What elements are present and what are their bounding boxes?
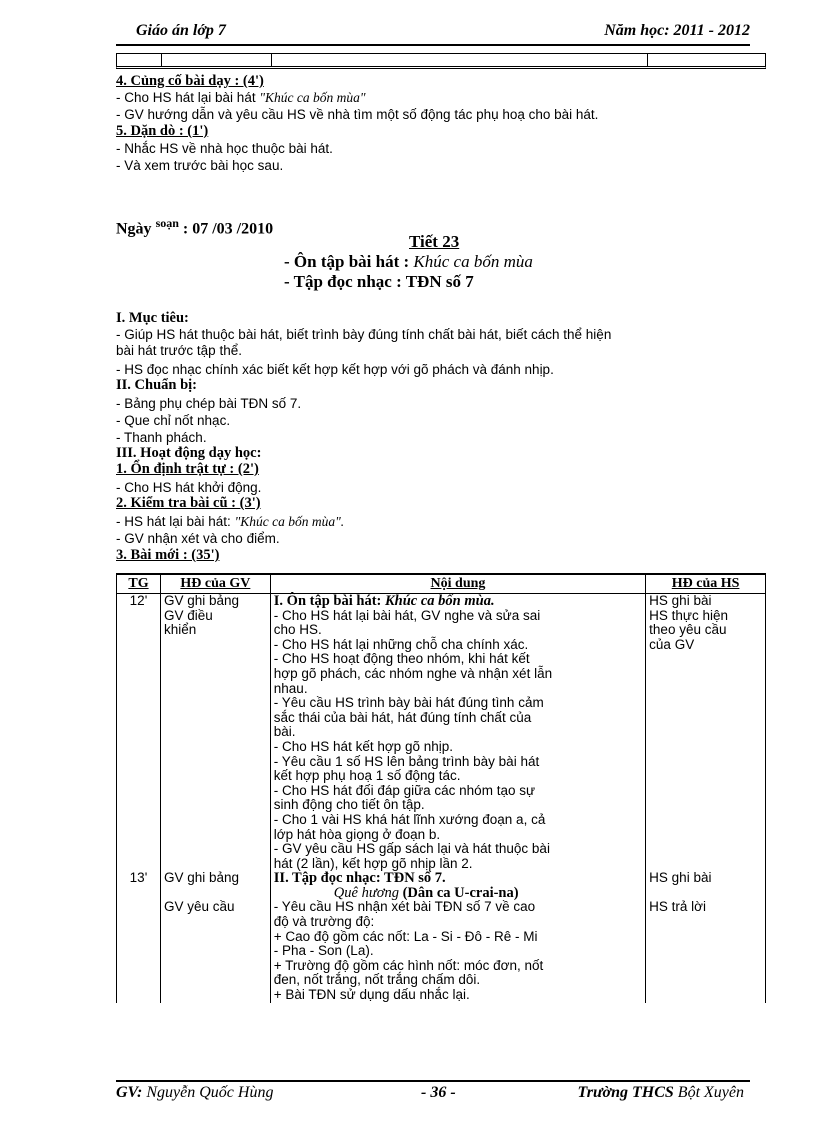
table-row (117, 594, 766, 872)
header-rule (116, 44, 750, 46)
cell-content: II. Tập đọc nhạc: TĐN số 7. Quê hương (Dân ca U-crai-na) - Yêu cầu HS nhận xét bài TĐN số 7 về cao độ và trường độ: + Cao độ gồm các nốt: La - Si - Đô - Rê - Mi - Pha - Son (La). + Trường độ gồm các hình nốt: móc đơn, nốt đen, nốt trắng, nốt trắng chấm dôi. + Bài TĐN sử dụng dấu nhắc lại. (270, 871, 645, 1002)
table-row (117, 871, 766, 1002)
page-footer (116, 1084, 750, 1106)
lesson-number: Tiết 23 (409, 232, 460, 251)
page-number: - 36 - (421, 1084, 456, 1101)
footer-school: Trường THCS Bột Xuyên (577, 1084, 744, 1101)
header-subject: Giáo án lớp 7 (136, 22, 226, 39)
heading-homework: 5. Dặn dò : (1') (116, 123, 209, 139)
cell-content: I. Ôn tập bài hát: Khúc ca bốn mùa. - Cho HS hát lại bài hát, GV nghe và sửa sai cho HS. - Cho HS hát lại những chỗ cha chính xác. - Cho HS hoạt động theo nhóm, khi hát kết hợp gõ phách, các nhóm nghe và nhận xét lẫn nhau. - Yêu cầu HS trình bày bài hát đúng tình cảm sắc thái của bài hát, hát đúng tính chất của bài. - Cho HS hát kết hợp gõ nhịp. - Yêu cầu 1 số HS lên bảng trình bày bài hát kết hợp phụ hoạ 1 số động tác. - Cho HS hát đối đáp giữa các nhóm tạo sự sinh động cho tiết ôn tập. - Cho 1 vài HS khá hát lĩnh xướng đoạn a, cả lớp hát hòa giọng ở đoạn b. - GV yêu cầu HS gấp sách lại và hát thuộc bài hát (2 lần), kết hợp gõ nhịp lần 2. (270, 594, 645, 872)
table-header-row (117, 574, 766, 594)
heading-new-lesson: 3. Bài mới : (35') (116, 547, 220, 563)
text-line: - HS đọc nhạc chính xác biết kết hợp kết hợp với gõ phách và đánh nhịp. (116, 362, 554, 377)
lesson-title-2: - Tập đọc nhạc : TĐN số 7 (284, 272, 474, 291)
col-header-teacher: HĐ của GV (160, 574, 270, 594)
cell-teacher: GV ghi bảng GV yêu cầu (160, 871, 270, 1002)
heading-preparation: II. Chuẩn bị: (116, 377, 197, 393)
text-line: - Và xem trước bài học sau. (116, 158, 284, 173)
footer-teacher: GV: Nguyễn Quốc Hùng (116, 1084, 274, 1101)
cell-time: 13' (117, 871, 161, 1002)
heading-activities: III. Hoạt động dạy học: (116, 445, 262, 461)
footer-rule (116, 1080, 750, 1082)
text-line: - Giúp HS hát thuộc bài hát, biết trình bày đúng tính chất bài hát, biết cách thể hiện (116, 327, 612, 342)
cell-teacher: GV ghi bảng GV điều khiển (160, 594, 270, 872)
table-divider (161, 54, 162, 66)
text-line: - Que chỉ nốt nhạc. (116, 413, 231, 428)
heading-objectives: I. Mục tiêu: (116, 310, 189, 326)
text-line: - HS hát lại bài hát: "Khúc ca bốn mùa". (116, 514, 345, 529)
text-line: - GV hướng dẫn và yêu cầu HS về nhà tìm một số động tác phụ hoạ cho bài hát. (116, 107, 599, 122)
lesson-table (116, 573, 766, 1003)
text-line: - Cho HS hát lại bài hát "Khúc ca bốn mùa" (116, 90, 366, 105)
cell-time: 12' (117, 594, 161, 872)
header-school-year: Năm học: 2011 - 2012 (604, 22, 750, 39)
cell-student: HS ghi bài HS thực hiện theo yêu cầu của GV (646, 594, 766, 872)
text-line: - Cho HS hát khởi động. (116, 480, 262, 495)
lesson-title-1: - Ôn tập bài hát : Khúc ca bốn mùa (284, 252, 533, 271)
text-line: - Thanh phách. (116, 430, 207, 445)
col-header-content: Nội dung (270, 574, 645, 594)
cell-student: HS ghi bài HS trả lời (646, 871, 766, 1002)
heading-order: 1. Ổn định trật tự : (2') (116, 461, 259, 477)
text-line: bài hát trước tập thể. (116, 343, 242, 358)
page-header (116, 22, 750, 44)
continued-table-end (116, 53, 766, 69)
text-line: - Bảng phụ chép bài TĐN số 7. (116, 396, 302, 411)
table-divider (647, 54, 648, 66)
heading-consolidation: 4. Củng cố bài dạy : (4') (116, 73, 264, 89)
col-header-student: HĐ của HS (646, 574, 766, 594)
col-header-time: TG (117, 574, 161, 594)
preparation-date: Ngày $^{soạn}$ : 07 /03 /2010 (116, 216, 274, 238)
heading-review: 2. Kiểm tra bài cũ : (3') (116, 495, 261, 511)
table-divider (271, 54, 272, 66)
text-line: - Nhắc HS về nhà học thuộc bài hát. (116, 141, 333, 156)
text-line: - GV nhận xét và cho điểm. (116, 531, 280, 546)
